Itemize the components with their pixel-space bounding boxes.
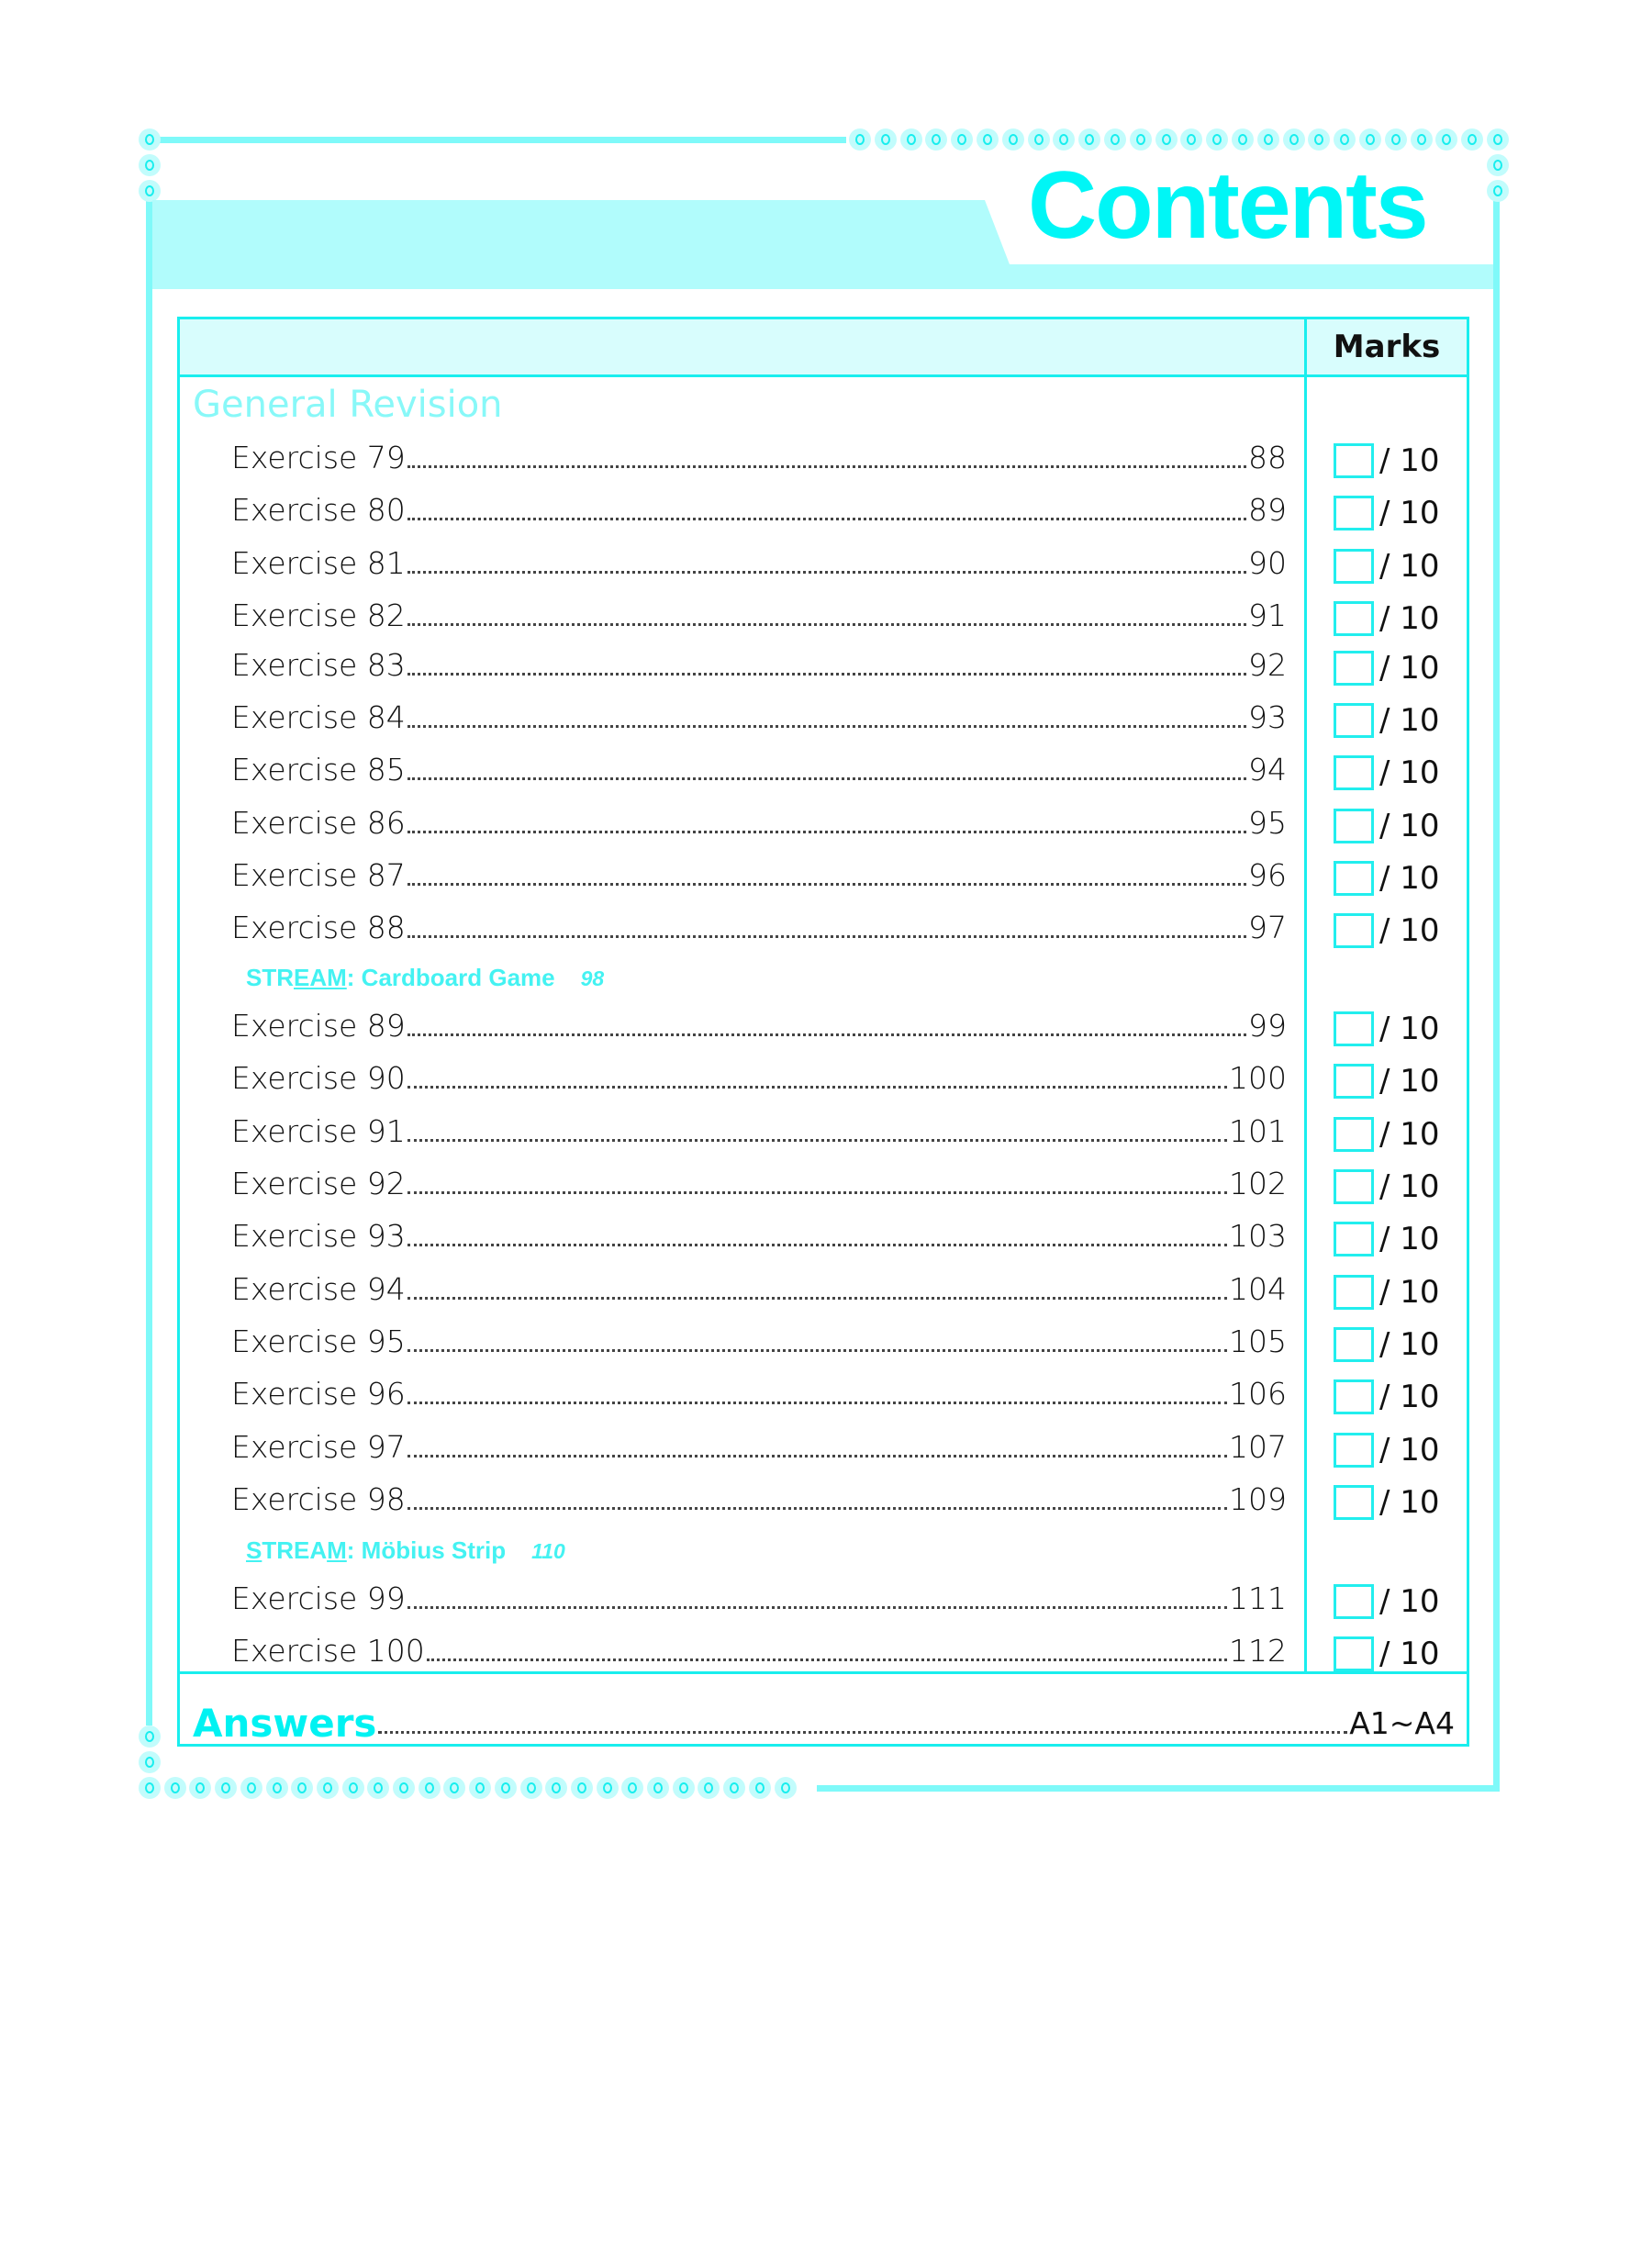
- ring-dot-icon: [647, 1777, 669, 1799]
- page-number: 88: [1248, 440, 1287, 475]
- ring-dot-icon: [900, 128, 922, 151]
- ring-dot-icon: [749, 1777, 771, 1799]
- exercise-label: Exercise 89: [231, 1008, 406, 1044]
- marks-input-box[interactable]: [1334, 1584, 1374, 1619]
- ring-dot-icon: [775, 1777, 797, 1799]
- marks-total: / 10: [1379, 442, 1440, 479]
- table-body-divider: [180, 1671, 1467, 1674]
- ring-dot-icon: [1257, 128, 1279, 151]
- exercise-label: Exercise 91: [231, 1113, 406, 1149]
- marks-input-box[interactable]: [1334, 549, 1374, 584]
- ring-dot-icon: [698, 1777, 720, 1799]
- marks-total: / 10: [1379, 1221, 1440, 1257]
- ring-dot-icon: [342, 1777, 364, 1799]
- ring-dot-icon: [977, 128, 999, 151]
- marks-total: / 10: [1379, 702, 1440, 739]
- exercise-label: Exercise 86: [231, 805, 406, 841]
- page-number: 97: [1248, 910, 1287, 945]
- marks-input-box[interactable]: [1334, 1064, 1374, 1099]
- marks-input-box[interactable]: [1334, 913, 1374, 948]
- ring-dot-icon: [139, 1777, 161, 1799]
- page-number: 95: [1248, 805, 1287, 841]
- list-item[interactable]: [231, 1323, 1287, 1359]
- stream-prefix-part: TREA: [262, 1536, 328, 1564]
- ring-dot-icon: [673, 1777, 695, 1799]
- list-item[interactable]: [231, 856, 1287, 893]
- page-number: 100: [1229, 1060, 1287, 1096]
- ring-dot-icon: [1104, 128, 1126, 151]
- list-item[interactable]: [231, 1165, 1287, 1201]
- marks-total: / 10: [1379, 754, 1440, 791]
- marks-cell: [1334, 1272, 1480, 1312]
- list-item[interactable]: [231, 1007, 1287, 1044]
- list-item[interactable]: [231, 1059, 1287, 1096]
- frame-right-line: [1493, 193, 1500, 1790]
- dot-leader: [407, 724, 1246, 728]
- marks-cell: [1334, 1114, 1480, 1155]
- exercise-label: Exercise 81: [231, 545, 406, 581]
- page-number: 105: [1229, 1323, 1287, 1359]
- ring-dot-icon: [139, 128, 161, 151]
- ring-dot-icon: [393, 1777, 415, 1799]
- marks-total: / 10: [1379, 1636, 1440, 1672]
- marks-cell: [1334, 546, 1480, 586]
- dot-leader: [407, 1190, 1227, 1194]
- ring-dot-icon: [240, 1777, 262, 1799]
- marks-cell: [1334, 441, 1480, 481]
- list-item[interactable]: [231, 439, 1287, 475]
- ring-dot-icon: [1487, 128, 1509, 151]
- ring-dot-icon: [951, 128, 973, 151]
- ring-dot-icon: [1232, 128, 1254, 151]
- marks-input-box[interactable]: [1334, 1117, 1374, 1152]
- page-number: 92: [1248, 647, 1287, 683]
- ring-dot-icon: [1487, 180, 1509, 202]
- page-number: 106: [1229, 1376, 1287, 1412]
- marks-cell: [1334, 1167, 1480, 1207]
- exercise-label: Exercise 88: [231, 910, 406, 945]
- marks-total: / 10: [1379, 1274, 1440, 1311]
- ring-dot-icon: [597, 1777, 619, 1799]
- exercise-label: Exercise 98: [231, 1481, 406, 1517]
- marks-cell: [1334, 806, 1480, 846]
- page-number: 89: [1248, 492, 1287, 528]
- list-item[interactable]: [231, 1112, 1287, 1149]
- answers-row[interactable]: [193, 1703, 1455, 1745]
- marks-cell: [1334, 700, 1480, 741]
- page-number: 90: [1248, 545, 1287, 581]
- exercise-label: Exercise 99: [231, 1580, 406, 1616]
- ring-dot-icon: [1411, 128, 1433, 151]
- ring-dot-icon: [1155, 128, 1178, 151]
- marks-total: / 10: [1379, 495, 1440, 531]
- page-number: 93: [1248, 699, 1287, 735]
- ring-dot-icon: [1180, 128, 1202, 151]
- ring-dot-icon: [1435, 128, 1457, 151]
- exercise-label: Exercise 90: [231, 1060, 406, 1096]
- ring-dot-icon: [1078, 128, 1100, 151]
- ring-dot-icon: [189, 1777, 211, 1799]
- stream-activity-item[interactable]: [246, 1536, 565, 1565]
- exercise-label: Exercise 79: [231, 440, 406, 475]
- marks-cell: [1334, 1430, 1480, 1470]
- ring-dot-icon: [1206, 128, 1228, 151]
- dot-leader: [407, 776, 1246, 780]
- marks-input-box[interactable]: [1334, 1433, 1374, 1468]
- stream-title: : Cardboard Game: [346, 964, 555, 991]
- dot-leader: [407, 517, 1246, 520]
- dot-leader: [407, 570, 1246, 574]
- page-number: 112: [1229, 1633, 1287, 1669]
- page-number: 110: [531, 1539, 565, 1563]
- ring-dot-icon: [1130, 128, 1152, 151]
- list-item[interactable]: [231, 909, 1287, 945]
- marks-cell: [1334, 493, 1480, 533]
- ring-dot-icon: [266, 1777, 288, 1799]
- dot-leader: [407, 830, 1246, 833]
- marks-total: / 10: [1379, 912, 1440, 949]
- frame-bottom-line: [817, 1785, 1500, 1792]
- dot-leader: [407, 622, 1246, 626]
- stream-prefix-part: EAM: [294, 964, 347, 991]
- marks-input-box[interactable]: [1334, 443, 1374, 478]
- marks-cell: [1334, 1634, 1480, 1674]
- dot-leader: [407, 1348, 1227, 1352]
- list-item[interactable]: [231, 751, 1287, 787]
- list-item[interactable]: [231, 1632, 1287, 1669]
- dot-leader: [407, 1085, 1227, 1089]
- ring-dot-icon: [139, 180, 161, 202]
- marks-total: / 10: [1379, 650, 1440, 687]
- dot-leader: [407, 934, 1246, 938]
- page-number: 109: [1229, 1481, 1287, 1517]
- answers-pages: A1~A4: [1349, 1705, 1455, 1742]
- list-item[interactable]: [231, 491, 1287, 528]
- marks-cell: [1334, 1377, 1480, 1417]
- page-number: 94: [1248, 752, 1287, 787]
- list-item[interactable]: [231, 804, 1287, 841]
- ring-dot-icon: [1334, 128, 1356, 151]
- page-number: 96: [1248, 857, 1287, 893]
- marks-cell: [1334, 1482, 1480, 1523]
- marks-input-box[interactable]: [1334, 755, 1374, 790]
- marks-column-header: Marks: [1333, 329, 1441, 365]
- ring-dot-icon: [291, 1777, 313, 1799]
- marks-cell: [1334, 910, 1480, 951]
- marks-cell: [1334, 648, 1480, 688]
- list-item[interactable]: [231, 544, 1287, 581]
- page-number: 111: [1229, 1580, 1287, 1616]
- marks-cell: [1334, 1581, 1480, 1622]
- ring-dot-icon: [520, 1777, 542, 1799]
- ring-dot-icon: [1461, 128, 1483, 151]
- marks-cell: [1334, 858, 1480, 899]
- dot-leader: [407, 1401, 1227, 1404]
- marks-cell: [1334, 753, 1480, 793]
- ring-dot-icon: [419, 1777, 441, 1799]
- dot-leader: [407, 1605, 1227, 1609]
- ring-dot-icon: [139, 154, 161, 176]
- marks-input-box[interactable]: [1334, 1011, 1374, 1046]
- ring-dot-icon: [571, 1777, 593, 1799]
- ring-dot-icon: [1053, 128, 1075, 151]
- ring-dot-icon: [469, 1777, 491, 1799]
- list-item[interactable]: [231, 1428, 1287, 1465]
- exercise-label: Exercise 82: [231, 598, 406, 633]
- ring-dot-icon: [215, 1777, 237, 1799]
- dot-leader: [407, 1243, 1227, 1246]
- exercise-label: Exercise 83: [231, 647, 406, 683]
- stream-title: : Möbius Strip: [346, 1536, 507, 1564]
- ring-dot-icon: [367, 1777, 389, 1799]
- dot-leader: [427, 1658, 1227, 1661]
- exercise-label: Exercise 96: [231, 1376, 406, 1412]
- exercise-label: Exercise 85: [231, 752, 406, 787]
- marks-total: / 10: [1379, 1116, 1440, 1153]
- marks-input-box[interactable]: [1334, 496, 1374, 530]
- ring-dot-icon: [875, 128, 897, 151]
- dot-leader: [407, 1296, 1227, 1300]
- stream-activity-item[interactable]: [246, 964, 604, 992]
- page-number: 104: [1229, 1271, 1287, 1307]
- page-number: 101: [1229, 1113, 1287, 1149]
- marks-total: / 10: [1379, 1379, 1440, 1415]
- ring-dot-icon: [443, 1777, 465, 1799]
- page-title: Contents: [1028, 152, 1427, 259]
- list-item[interactable]: [231, 1375, 1287, 1412]
- marks-column-divider: [1304, 319, 1307, 1673]
- marks-total: / 10: [1379, 548, 1440, 585]
- dot-leader: [407, 464, 1246, 468]
- ring-dot-icon: [1385, 128, 1407, 151]
- frame-left-line: [146, 193, 152, 1726]
- dot-leader: [378, 1731, 1347, 1734]
- page-number: 98: [580, 966, 605, 990]
- dot-leader: [407, 1506, 1227, 1510]
- ring-dot-icon: [1002, 128, 1024, 151]
- ring-dot-icon: [164, 1777, 186, 1799]
- page-number: 107: [1229, 1429, 1287, 1465]
- marks-input-box[interactable]: [1334, 651, 1374, 686]
- marks-input-box[interactable]: [1334, 601, 1374, 636]
- marks-cell: [1334, 1219, 1480, 1259]
- frame-top-line: [156, 137, 846, 143]
- page-number: 102: [1229, 1166, 1287, 1201]
- marks-input-box[interactable]: [1334, 1485, 1374, 1520]
- page-number: 91: [1248, 598, 1287, 633]
- ring-dot-icon: [1359, 128, 1381, 151]
- list-item[interactable]: [231, 1580, 1287, 1616]
- exercise-label: Exercise 92: [231, 1166, 406, 1201]
- ring-dot-icon: [849, 128, 871, 151]
- stream-prefix-part: STR: [246, 964, 294, 991]
- marks-total: / 10: [1379, 1326, 1440, 1363]
- exercise-label: Exercise 94: [231, 1271, 406, 1307]
- ring-dot-icon: [621, 1777, 643, 1799]
- marks-cell: [1334, 598, 1480, 639]
- ring-dot-icon: [545, 1777, 567, 1799]
- page-number: 103: [1229, 1218, 1287, 1254]
- exercise-label: Exercise 84: [231, 699, 406, 735]
- list-item[interactable]: [231, 1217, 1287, 1254]
- marks-total: / 10: [1379, 1484, 1440, 1521]
- exercise-label: Exercise 87: [231, 857, 406, 893]
- marks-total: / 10: [1379, 1063, 1440, 1100]
- marks-total: / 10: [1379, 1011, 1440, 1047]
- exercise-label: Exercise 100: [231, 1633, 425, 1669]
- list-item[interactable]: [231, 597, 1287, 633]
- marks-input-box[interactable]: [1334, 1275, 1374, 1310]
- exercise-label: Exercise 80: [231, 492, 406, 528]
- marks-total: / 10: [1379, 1432, 1440, 1469]
- marks-input-box[interactable]: [1334, 1169, 1374, 1204]
- marks-cell: [1334, 1324, 1480, 1365]
- exercise-label: Exercise 97: [231, 1429, 406, 1465]
- dot-leader: [407, 672, 1246, 676]
- ring-dot-icon: [1487, 154, 1509, 176]
- list-item[interactable]: [231, 1480, 1287, 1517]
- marks-cell: [1334, 1009, 1480, 1049]
- marks-total: / 10: [1379, 1583, 1440, 1620]
- ring-dot-icon: [1308, 128, 1330, 151]
- marks-total: / 10: [1379, 808, 1440, 844]
- dot-leader: [407, 882, 1246, 886]
- table-header-row: [180, 319, 1467, 377]
- ring-dot-icon: [723, 1777, 745, 1799]
- section-title: General Revision: [193, 384, 503, 426]
- marks-input-box[interactable]: [1334, 703, 1374, 738]
- ring-dot-icon: [495, 1777, 517, 1799]
- marks-cell: [1334, 1061, 1480, 1101]
- stream-prefix-part: S: [246, 1536, 262, 1564]
- marks-input-box[interactable]: [1334, 1379, 1374, 1414]
- marks-input-box[interactable]: [1334, 1636, 1374, 1671]
- answers-label: Answers: [193, 1701, 377, 1746]
- marks-input-box[interactable]: [1334, 1327, 1374, 1362]
- ring-dot-icon: [317, 1777, 339, 1799]
- marks-total: / 10: [1379, 1168, 1440, 1205]
- marks-input-box[interactable]: [1334, 1222, 1374, 1256]
- ring-dot-icon: [925, 128, 947, 151]
- list-item[interactable]: [231, 646, 1287, 683]
- stream-prefix-part: M: [327, 1536, 347, 1564]
- ring-dot-icon: [1283, 128, 1305, 151]
- marks-input-box[interactable]: [1334, 809, 1374, 843]
- ring-dot-icon: [139, 1726, 161, 1748]
- list-item[interactable]: [231, 1270, 1287, 1307]
- dot-leader: [407, 1138, 1227, 1142]
- ring-dot-icon: [139, 1751, 161, 1773]
- marks-input-box[interactable]: [1334, 861, 1374, 896]
- ring-dot-icon: [1028, 128, 1050, 151]
- list-item[interactable]: [231, 698, 1287, 735]
- marks-total: / 10: [1379, 600, 1440, 637]
- page-number: 99: [1248, 1008, 1287, 1044]
- marks-total: / 10: [1379, 860, 1440, 897]
- exercise-label: Exercise 93: [231, 1218, 406, 1254]
- dot-leader: [407, 1454, 1227, 1457]
- exercise-label: Exercise 95: [231, 1323, 406, 1359]
- dot-leader: [407, 1033, 1246, 1036]
